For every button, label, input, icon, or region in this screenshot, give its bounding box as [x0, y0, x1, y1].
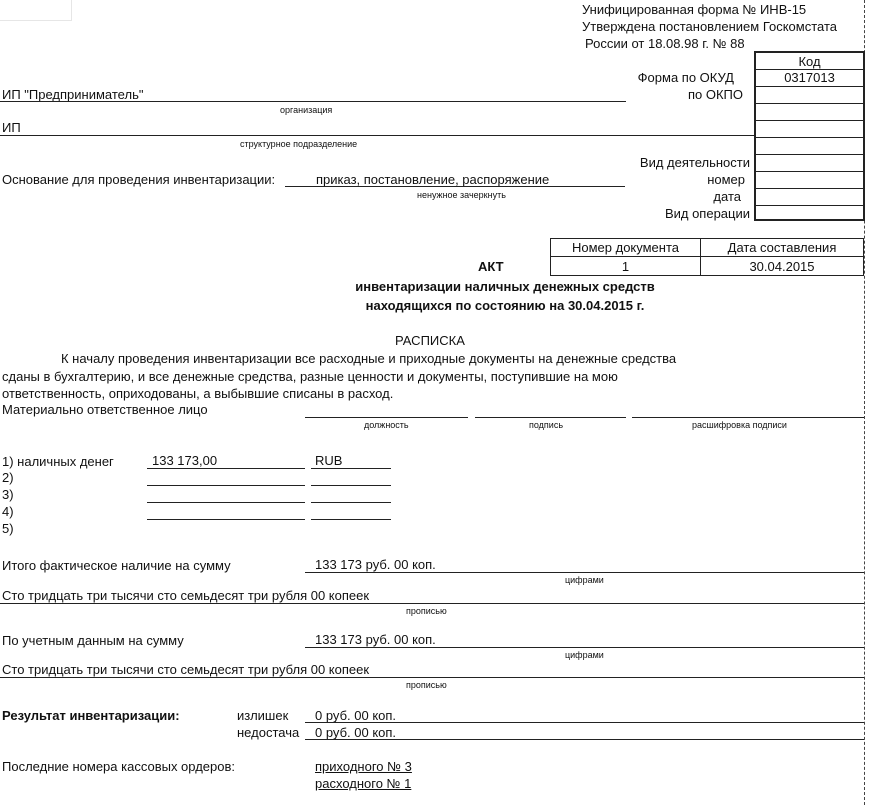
cash-item-label: 2) — [2, 470, 14, 485]
book-total-line — [305, 647, 864, 648]
okpo-label: по ОКПО — [687, 87, 743, 102]
book-words-line — [0, 677, 864, 678]
surplus-value: 0 руб. 00 коп. — [315, 708, 397, 723]
result-label: Результат инвентаризации: — [2, 708, 180, 723]
receipt-heading: РАСПИСКА — [395, 333, 465, 348]
actual-total-label: Итого фактическое наличие на сумму — [2, 558, 231, 573]
cash-amount-line — [147, 468, 305, 469]
shortage-line — [305, 739, 864, 740]
book-words-caption: прописью — [406, 680, 447, 690]
book-total-label: По учетным данным на сумму — [2, 633, 184, 648]
shortage-value: 0 руб. 00 коп. — [315, 725, 397, 740]
cash-item-amount: 133 173,00 — [152, 453, 218, 468]
receipt-text-2: сданы в бухгалтерию, и все денежные средства, разные ценности и документы, поступившие на мою — [2, 369, 618, 384]
receipt-text-1: К началу проведения инвентаризации все расходные и приходные документы на денежные средства — [61, 351, 677, 366]
position-line — [305, 417, 468, 418]
actual-total-line — [305, 572, 864, 573]
form-approval: Утверждена постановлением Госкомстата — [582, 19, 838, 34]
actual-total-value: 133 173 руб. 00 коп. — [315, 557, 436, 572]
act-subtitle: инвентаризации наличных денежных средств — [355, 279, 655, 294]
document-table — [550, 238, 864, 276]
signature-caption: подпись — [529, 420, 564, 430]
codes-title: Код — [798, 54, 821, 69]
form-approval-date: России от 18.08.98 г. № 88 — [585, 36, 745, 51]
book-digits-caption: цифрами — [565, 650, 604, 660]
basis-label: Основание для проведения инвентаризации: — [2, 172, 276, 187]
corner-cell-outline — [0, 0, 72, 21]
activity-label: Вид деятельности — [639, 155, 750, 170]
cash-item-label: 5) — [2, 521, 14, 536]
surplus-label: излишек — [237, 708, 289, 723]
signature-line — [475, 417, 626, 418]
cash-amount-line — [147, 519, 305, 520]
act-date-line: находящихся по состоянию на 30.04.2015 г. — [365, 298, 645, 313]
doc-date-header: Дата составления — [727, 240, 837, 255]
cash-item-label: 1) наличных денег — [2, 454, 114, 469]
actual-words-caption: прописью — [406, 606, 447, 616]
organization-line — [0, 101, 626, 102]
cash-currency-line — [311, 468, 391, 469]
actual-digits-caption: цифрами — [565, 575, 604, 585]
doc-date-value: 30.04.2015 — [749, 259, 815, 274]
codes-box — [754, 51, 865, 221]
cash-currency-line — [311, 502, 391, 503]
surplus-line — [305, 722, 864, 723]
cash-currency-line — [311, 485, 391, 486]
division-line — [0, 135, 754, 136]
actual-words-line — [0, 603, 864, 604]
okud-value: 0317013 — [784, 70, 835, 85]
okud-label: Форма по ОКУД — [637, 70, 734, 85]
cash-amount-line — [147, 502, 305, 503]
cash-item-label: 4) — [2, 504, 14, 519]
book-total-value: 133 173 руб. 00 коп. — [315, 632, 436, 647]
doc-number-header: Номер документа — [571, 240, 679, 255]
actual-total-words: Сто тридцать три тысячи сто семьдесят три рубля 00 копеек — [2, 588, 370, 603]
outgoing-order: расходного № 1 — [315, 776, 412, 791]
basis-caption: ненужное зачеркнуть — [417, 190, 506, 200]
cash-currency-line — [311, 519, 391, 520]
cash-item-currency: RUB — [315, 453, 343, 468]
organization-caption: организация — [280, 105, 333, 115]
form-number: Унифицированная форма № ИНВ-15 — [582, 2, 807, 17]
act-title: АКТ — [478, 259, 504, 274]
organization-name: ИП "Предприниматель" — [2, 87, 144, 102]
decoding-caption: расшифровка подписи — [692, 420, 787, 430]
doc-number-value: 1 — [621, 259, 630, 274]
receipt-text-3: ответственность, оприходованы, а выбывшие списаны в расход. — [2, 386, 394, 401]
decoding-line — [632, 417, 864, 418]
incoming-order: приходного № 3 — [315, 759, 412, 774]
shortage-label: недостача — [237, 725, 300, 740]
division-name: ИП — [2, 120, 21, 135]
book-total-words: Сто тридцать три тысячи сто семьдесят три рубля 00 копеек — [2, 662, 370, 677]
orders-label: Последние номера кассовых ордеров: — [2, 759, 236, 774]
number-label: номер — [707, 172, 745, 187]
operation-label: Вид операции — [664, 206, 750, 221]
basis-value: приказ, постановление, распоряжение — [316, 172, 550, 187]
date-label: дата — [713, 189, 741, 204]
division-caption: структурное подразделение — [240, 139, 358, 149]
cash-item-label: 3) — [2, 487, 14, 502]
responsible-label: Материально ответственное лицо — [2, 402, 208, 417]
cash-amount-line — [147, 485, 305, 486]
position-caption: должность — [364, 420, 409, 430]
basis-line — [285, 186, 625, 187]
